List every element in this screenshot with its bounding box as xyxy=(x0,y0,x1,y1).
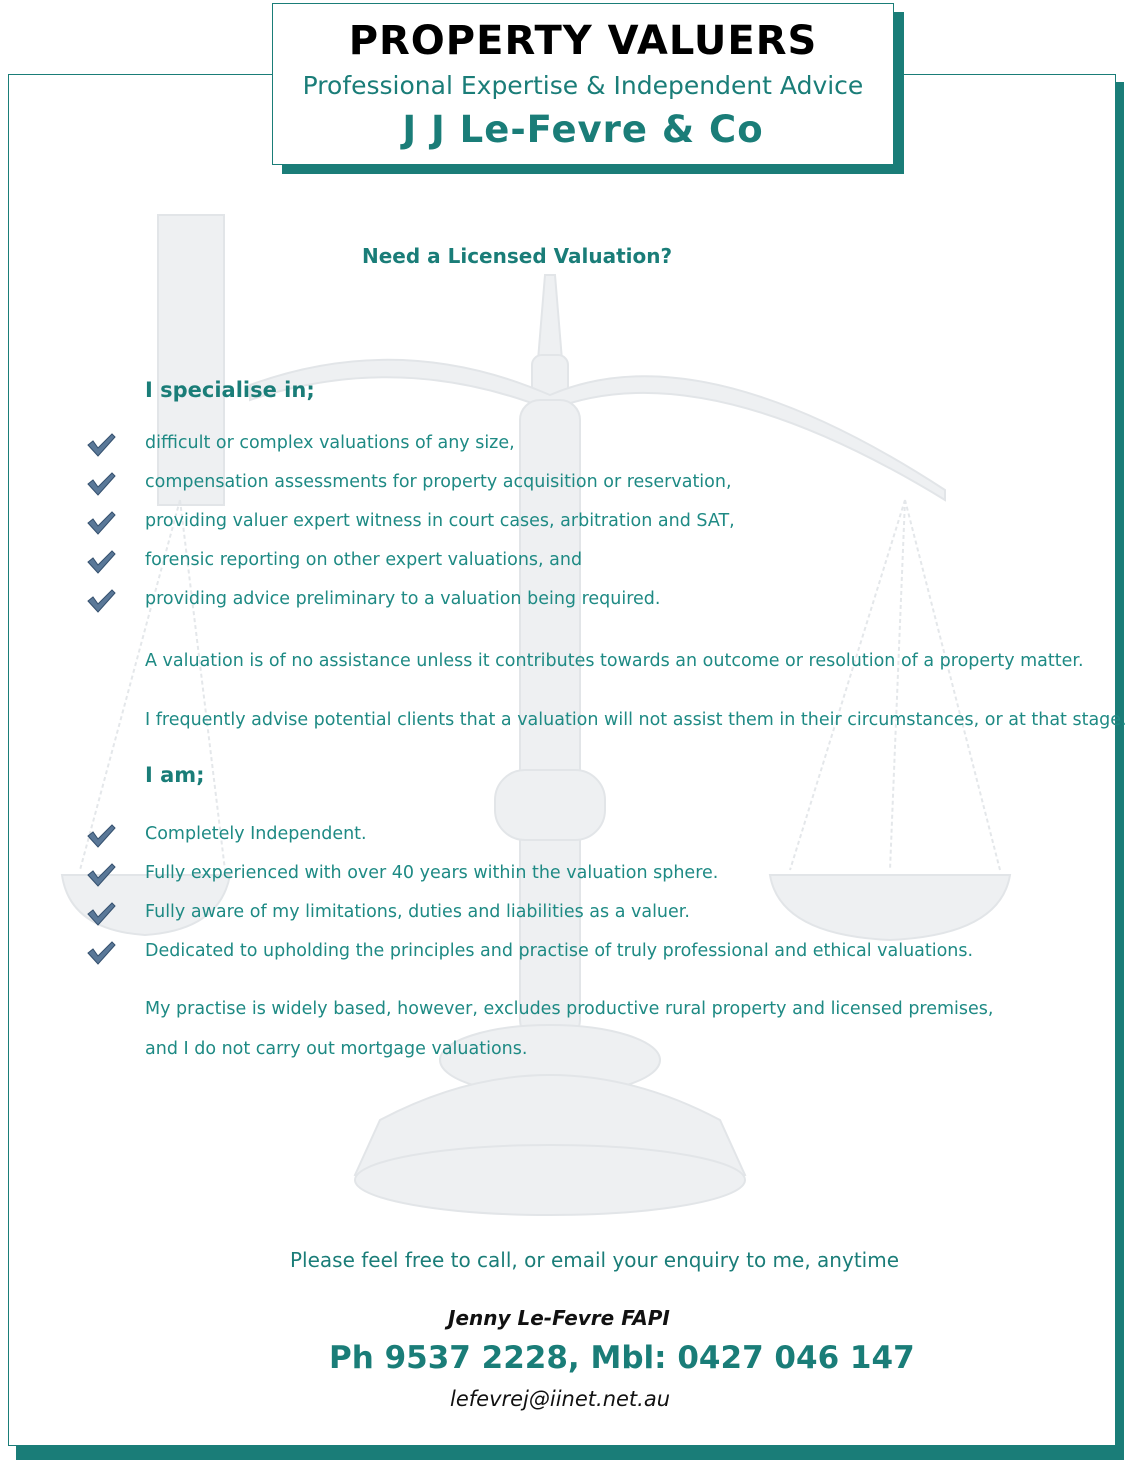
contact-phone[interactable]: Ph 9537 2228, Mbl: 0427 046 147 xyxy=(329,1340,915,1376)
specialise-item-text: providing advice preliminary to a valuation being required. xyxy=(145,589,661,609)
specialise-item xyxy=(86,507,1086,539)
paragraph-practise-line2: and I do not carry out mortgage valuations. xyxy=(145,1039,528,1059)
iam-heading: I am; xyxy=(145,763,205,787)
checkmark-icon xyxy=(86,939,116,967)
specialise-item-text: compensation assessments for property acquisition or reservation, xyxy=(145,472,732,492)
specialise-item-text: providing valuer expert witness in court cases, arbitration and SAT, xyxy=(145,511,735,531)
specialise-item-text: forensic reporting on other expert valuations, and xyxy=(145,550,583,570)
checkmark-icon xyxy=(86,509,116,537)
paragraph-advise: I frequently advise potential clients that a valuation will not assist them in their circumstances, or at that stage. xyxy=(145,710,1127,730)
specialise-item xyxy=(86,585,1086,617)
specialise-item xyxy=(86,546,1086,578)
checkmark-icon xyxy=(86,822,116,850)
checkmark-icon xyxy=(86,587,116,615)
iam-item xyxy=(86,820,1086,852)
header-box xyxy=(272,3,894,165)
specialise-item xyxy=(86,429,1086,461)
iam-item-text: Completely Independent. xyxy=(145,824,367,844)
iam-item-text: Dedicated to upholding the principles and practise of truly professional and ethical valuations. xyxy=(145,941,974,961)
specialise-item xyxy=(86,468,1086,500)
specialise-item-text: difficult or complex valuations of any size, xyxy=(145,433,515,453)
iam-item xyxy=(86,937,1086,969)
iam-item xyxy=(86,898,1086,930)
contact-callout: Please feel free to call, or email your enquiry to me, anytime xyxy=(290,1248,900,1272)
contact-email[interactable]: lefevrej@iinet.net.au xyxy=(450,1387,671,1411)
specialise-heading: I specialise in; xyxy=(145,378,315,402)
contact-name: Jenny Le-Fevre FAPI xyxy=(448,1306,670,1330)
paragraph-assistance: A valuation is of no assistance unless it contributes towards an outcome or resolution of a property matter. xyxy=(145,651,1084,671)
checkmark-icon xyxy=(86,470,116,498)
paragraph-practise-line1: My practise is widely based, however, excludes productive rural property and licensed premises, xyxy=(145,999,994,1019)
header-title: PROPERTY VALUERS xyxy=(348,18,818,64)
firm-name: J J Le-Fevre & Co xyxy=(402,108,764,151)
iam-item xyxy=(86,859,1086,891)
page-question: Need a Licensed Valuation? xyxy=(362,244,673,268)
checkmark-icon xyxy=(86,548,116,576)
checkmark-icon xyxy=(86,431,116,459)
checkmark-icon xyxy=(86,900,116,928)
iam-item-text: Fully experienced with over 40 years within the valuation sphere. xyxy=(145,863,719,883)
checkmark-icon xyxy=(86,861,116,889)
iam-item-text: Fully aware of my limitations, duties and liabilities as a valuer. xyxy=(145,902,690,922)
header-subtitle: Professional Expertise & Independent Advice xyxy=(302,71,864,100)
